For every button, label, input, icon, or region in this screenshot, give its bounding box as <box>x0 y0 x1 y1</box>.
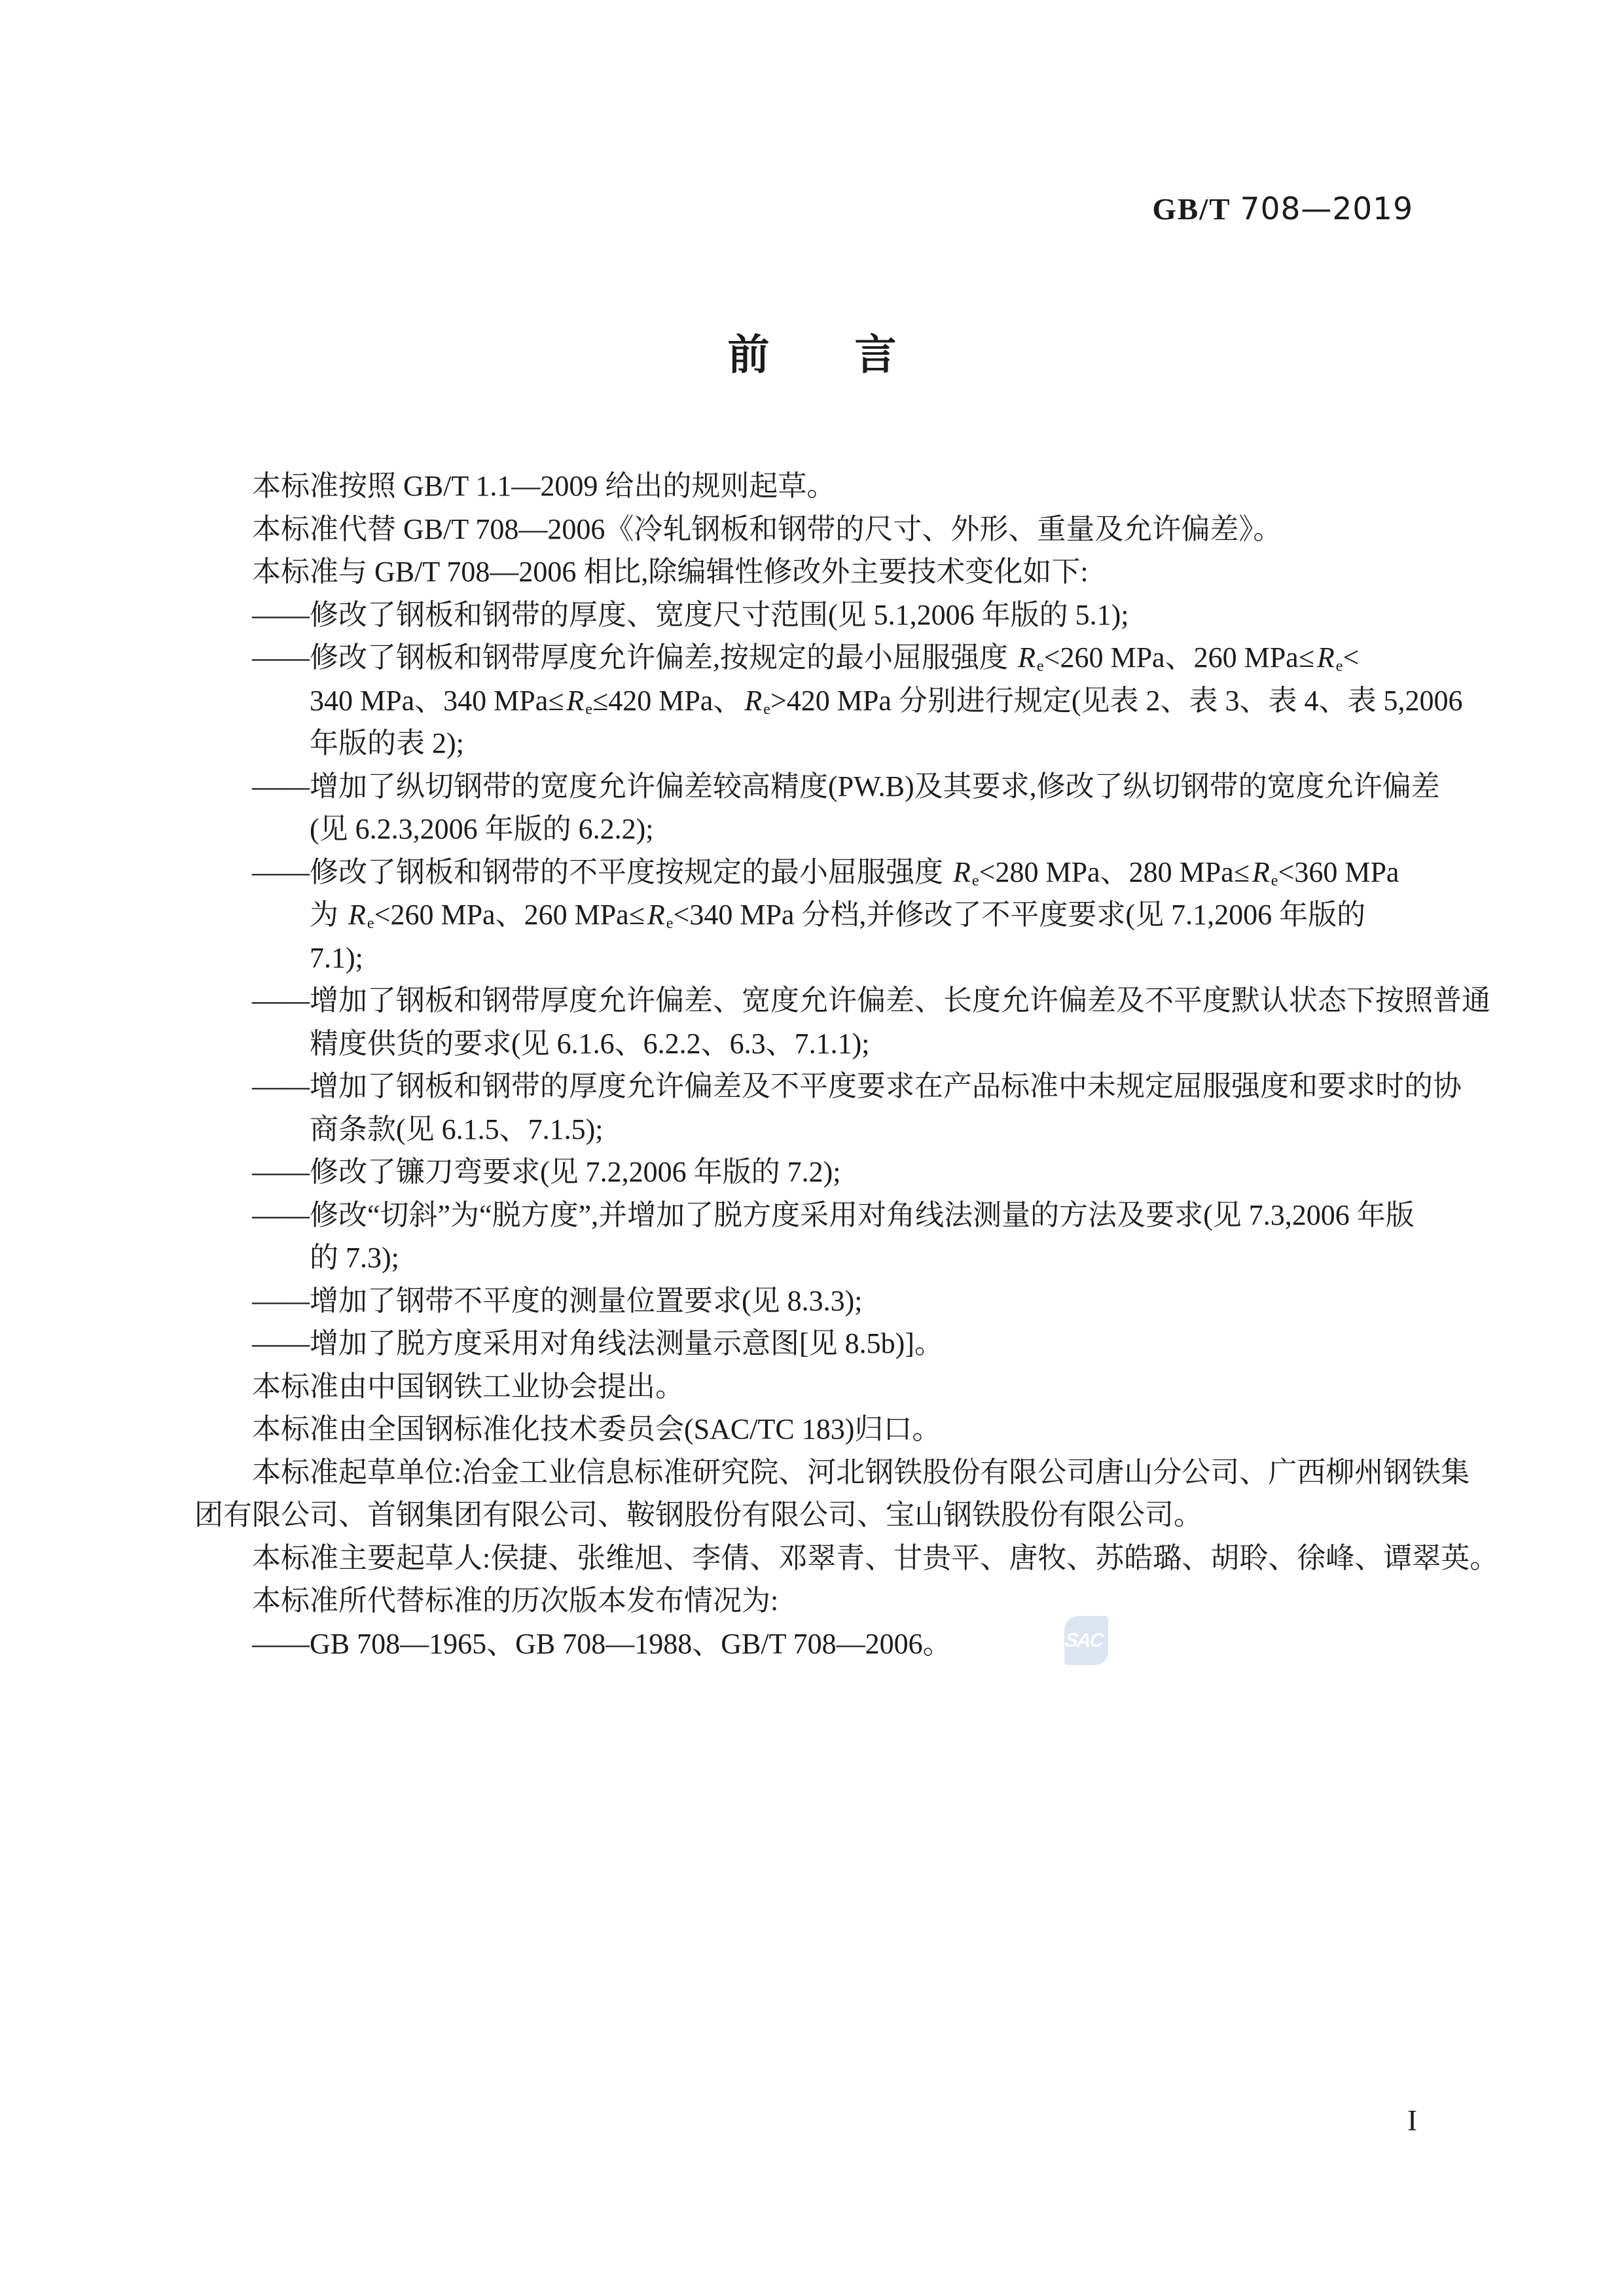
text-line: ——增加了钢带不平度的测量位置要求(见 8.3.3); <box>252 1284 863 1317</box>
sac-watermark-text: SAC <box>1064 1629 1104 1651</box>
text-line: 本标准由全国钢标准化技术委员会(SAC/TC 183)归口。 <box>252 1413 941 1445</box>
text-line: (见 6.2.3,2006 年版的 6.2.2); <box>310 813 654 845</box>
text-line: 精度供货的要求(见 6.1.6、6.2.2、6.3、7.1.1); <box>310 1027 870 1060</box>
standard-code-number: 708—2019 <box>1240 191 1413 227</box>
yield-strength-symbol: R <box>566 684 585 717</box>
yield-strength-symbol: R <box>348 899 366 931</box>
page-number: I <box>1407 2104 1417 2137</box>
text-line: ——修改了钢板和钢带厚度允许偏差,按规定的最小屈服强度 $R_e<260$ MPa、260 $MPa\le R_e<$ <box>252 641 1360 675</box>
text-line: 为 $R_e<260$ MPa、260 $MPa\le R_e<340$ MPa 分档,并修改了不平度要求(见 7.1,2006 年版的 <box>310 899 1366 933</box>
yield-strength-symbol: R <box>744 684 763 717</box>
standard-code-prefix: GB/T <box>1152 192 1231 226</box>
text-line: 本标准起草单位:冶金工业信息标准研究院、河北钢铁股份有限公司唐山分公司、广西柳州钢铁集 <box>252 1456 1470 1488</box>
text-line: ——修改了镰刀弯要求(见 7.2,2006 年版的 7.2); <box>252 1156 841 1188</box>
text-line: ——GB 708—1965、GB 708—1988、GB/T 708—2006。 <box>252 1627 952 1660</box>
sac-watermark-logo <box>1064 1616 1108 1665</box>
text-line: ——修改“切斜”为“脱方度”,并增加了脱方度采用对角线法测量的方法及要求(见 7.3,2006 年版 <box>252 1198 1415 1231</box>
text-line: 年版的表 2); <box>310 727 464 759</box>
text-line: ——修改了钢板和钢带的厚度、宽度尺寸范围(见 5.1,2006 年版的 5.1); <box>252 598 1129 631</box>
text-line: 本标准由中国钢铁工业协会提出。 <box>252 1370 684 1403</box>
page-title <box>0 332 1624 377</box>
page-title-char: 言 <box>854 331 897 378</box>
yield-strength-symbol: R <box>1316 641 1335 673</box>
text-line: ——增加了脱方度采用对角线法测量示意图[见 8.5b)]。 <box>252 1327 943 1359</box>
text-line: ——修改了钢板和钢带的不平度按规定的最小屈服强度 $R_e<280$ MPa、280 $MPa\le R_e<360$ MPa <box>252 855 1399 889</box>
text-line: ——增加了钢板和钢带的厚度允许偏差及不平度要求在产品标准中未规定屈服强度和要求时的协 <box>252 1070 1462 1102</box>
yield-strength-symbol: R <box>647 899 665 931</box>
yield-strength-symbol: R <box>953 855 971 888</box>
text-line: 团有限公司、首钢集团有限公司、鞍钢股份有限公司、宝山钢铁股份有限公司。 <box>194 1499 1202 1531</box>
yield-strength-symbol: R <box>1252 855 1270 888</box>
text-line: 7.1); <box>310 941 363 974</box>
standard-code <box>1152 191 1413 227</box>
text-line: 本标准按照 GB/T 1.1—2009 给出的规则起草。 <box>252 470 836 502</box>
text-line: 340 MPa、340 $MPa\le R_e\le 420$ MPa、$R_e>420$ MPa 分别进行规定(见表 2、表 3、表 4、表 5,2006 <box>310 684 1463 718</box>
page-title-char: 前 <box>727 331 770 378</box>
text-line: ——增加了纵切钢带的宽度允许偏差较高精度(PW.B)及其要求,修改了纵切钢带的宽度允许偏差 <box>252 770 1440 802</box>
text-line: 本标准主要起草人:侯捷、张维旭、李倩、邓翠青、甘贵平、唐牧、苏皓璐、胡聆、徐峰、谭翠英。 <box>252 1541 1499 1574</box>
text-line: 本标准与 GB/T 708—2006 相比,除编辑性修改外主要技术变化如下: <box>252 556 1089 588</box>
text-line: ——增加了钢板和钢带厚度允许偏差、宽度允许偏差、长度允许偏差及不平度默认状态下按照普通 <box>252 984 1490 1016</box>
yield-strength-symbol: R <box>1018 641 1036 673</box>
text-line: 本标准所代替标准的历次版本发布情况为: <box>252 1585 779 1617</box>
text-line: 本标准代替 GB/T 708—2006《冷轧钢板和钢带的尺寸、外形、重量及允许偏差》。 <box>252 512 1282 545</box>
text-line: 的 7.3); <box>310 1242 399 1274</box>
foreword-body <box>194 465 1499 1665</box>
text-line: 商条款(见 6.1.5、7.1.5); <box>310 1113 604 1145</box>
